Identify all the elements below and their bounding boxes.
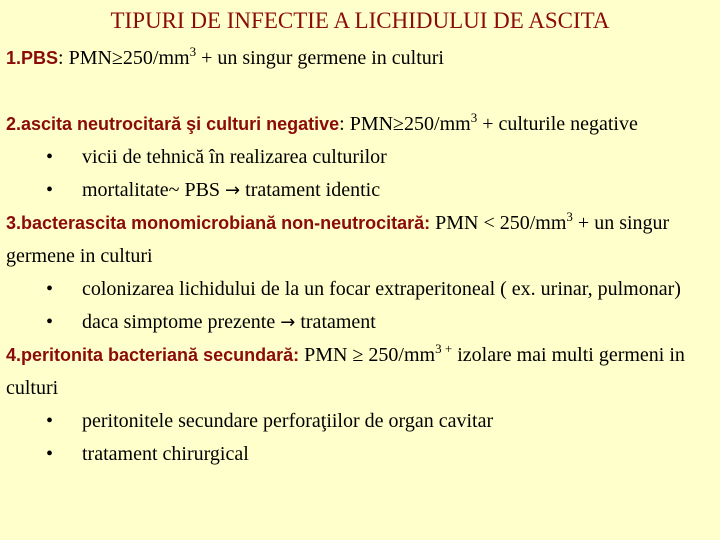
- bullet-item: [6, 438, 716, 471]
- pmn-criterion: PMN≥250/mm: [349, 113, 471, 135]
- bullet-text: tratament chirurgical: [82, 443, 249, 465]
- item-lead: bacterascita monomicrobiană non-neutrocitară:: [21, 213, 431, 233]
- item-separator: :: [339, 113, 350, 135]
- bullet-dot: •: [46, 311, 54, 333]
- item-separator: :: [58, 47, 69, 69]
- spacer: [6, 75, 716, 108]
- superscript: 3 +: [435, 341, 453, 356]
- bullet-dot: •: [46, 410, 54, 432]
- item-number: 4.: [6, 345, 22, 365]
- bullet-text: colonizarea lichidului de la un focar extraperitoneal ( ex. urinar, pulmonar): [82, 278, 681, 300]
- bullet-item: [6, 174, 716, 207]
- item-number: 1.: [6, 48, 22, 68]
- right-arrow-icon: →: [280, 312, 296, 333]
- infection-type-1: [6, 42, 716, 75]
- bullet-item: [6, 273, 716, 306]
- superscript: 3: [566, 209, 573, 224]
- bullet-dot: •: [46, 179, 54, 201]
- item-rest: + un singur germene in culturi: [196, 47, 444, 69]
- pmn-criterion: PMN < 250/mm: [435, 212, 567, 234]
- bullet-item: [6, 405, 716, 438]
- bullet-text: vicii de tehnică în realizarea culturilor: [82, 146, 387, 168]
- item-rest: izolare mai multi germeni in culturi: [6, 344, 685, 399]
- bullet-dot: •: [46, 278, 54, 300]
- pmn-criterion: PMN≥250/mm: [68, 47, 190, 69]
- slide-content: [6, 42, 716, 471]
- infection-type-4: [6, 339, 716, 405]
- item-rest: + culturile negative: [477, 113, 638, 135]
- bullet-text: tratament: [295, 311, 376, 333]
- right-arrow-icon: →: [225, 180, 241, 201]
- item-rest: + un singur germene in culturi: [6, 212, 670, 267]
- item-lead: PBS: [21, 48, 59, 68]
- bullet-text: peritonitele secundare perforaţiilor de organ cavitar: [82, 410, 494, 432]
- pmn-criterion: PMN ≥ 250/mm: [304, 344, 436, 366]
- item-number: 3.: [6, 213, 22, 233]
- bullet-text: daca simptome prezente: [82, 311, 281, 333]
- item-lead: peritonita bacteriană secundară:: [21, 345, 300, 365]
- superscript: 3: [189, 44, 197, 59]
- bullet-text: mortalitate~ PBS: [82, 179, 226, 201]
- infection-type-2: [6, 108, 716, 141]
- bullet-dot: •: [46, 146, 54, 168]
- item-number: 2.: [6, 114, 22, 134]
- superscript: 3: [470, 110, 478, 125]
- item-lead: ascita neutrocitară şi culturi negative: [21, 114, 340, 134]
- slide-title: TIPURI DE INFECTIE A LICHIDULUI DE ASCITA: [110, 8, 610, 33]
- bullet-dot: •: [46, 443, 54, 465]
- bullet-text: tratament identic: [240, 179, 381, 201]
- bullet-item: [6, 141, 716, 174]
- infection-type-3: [6, 207, 716, 273]
- bullet-item: [6, 306, 716, 339]
